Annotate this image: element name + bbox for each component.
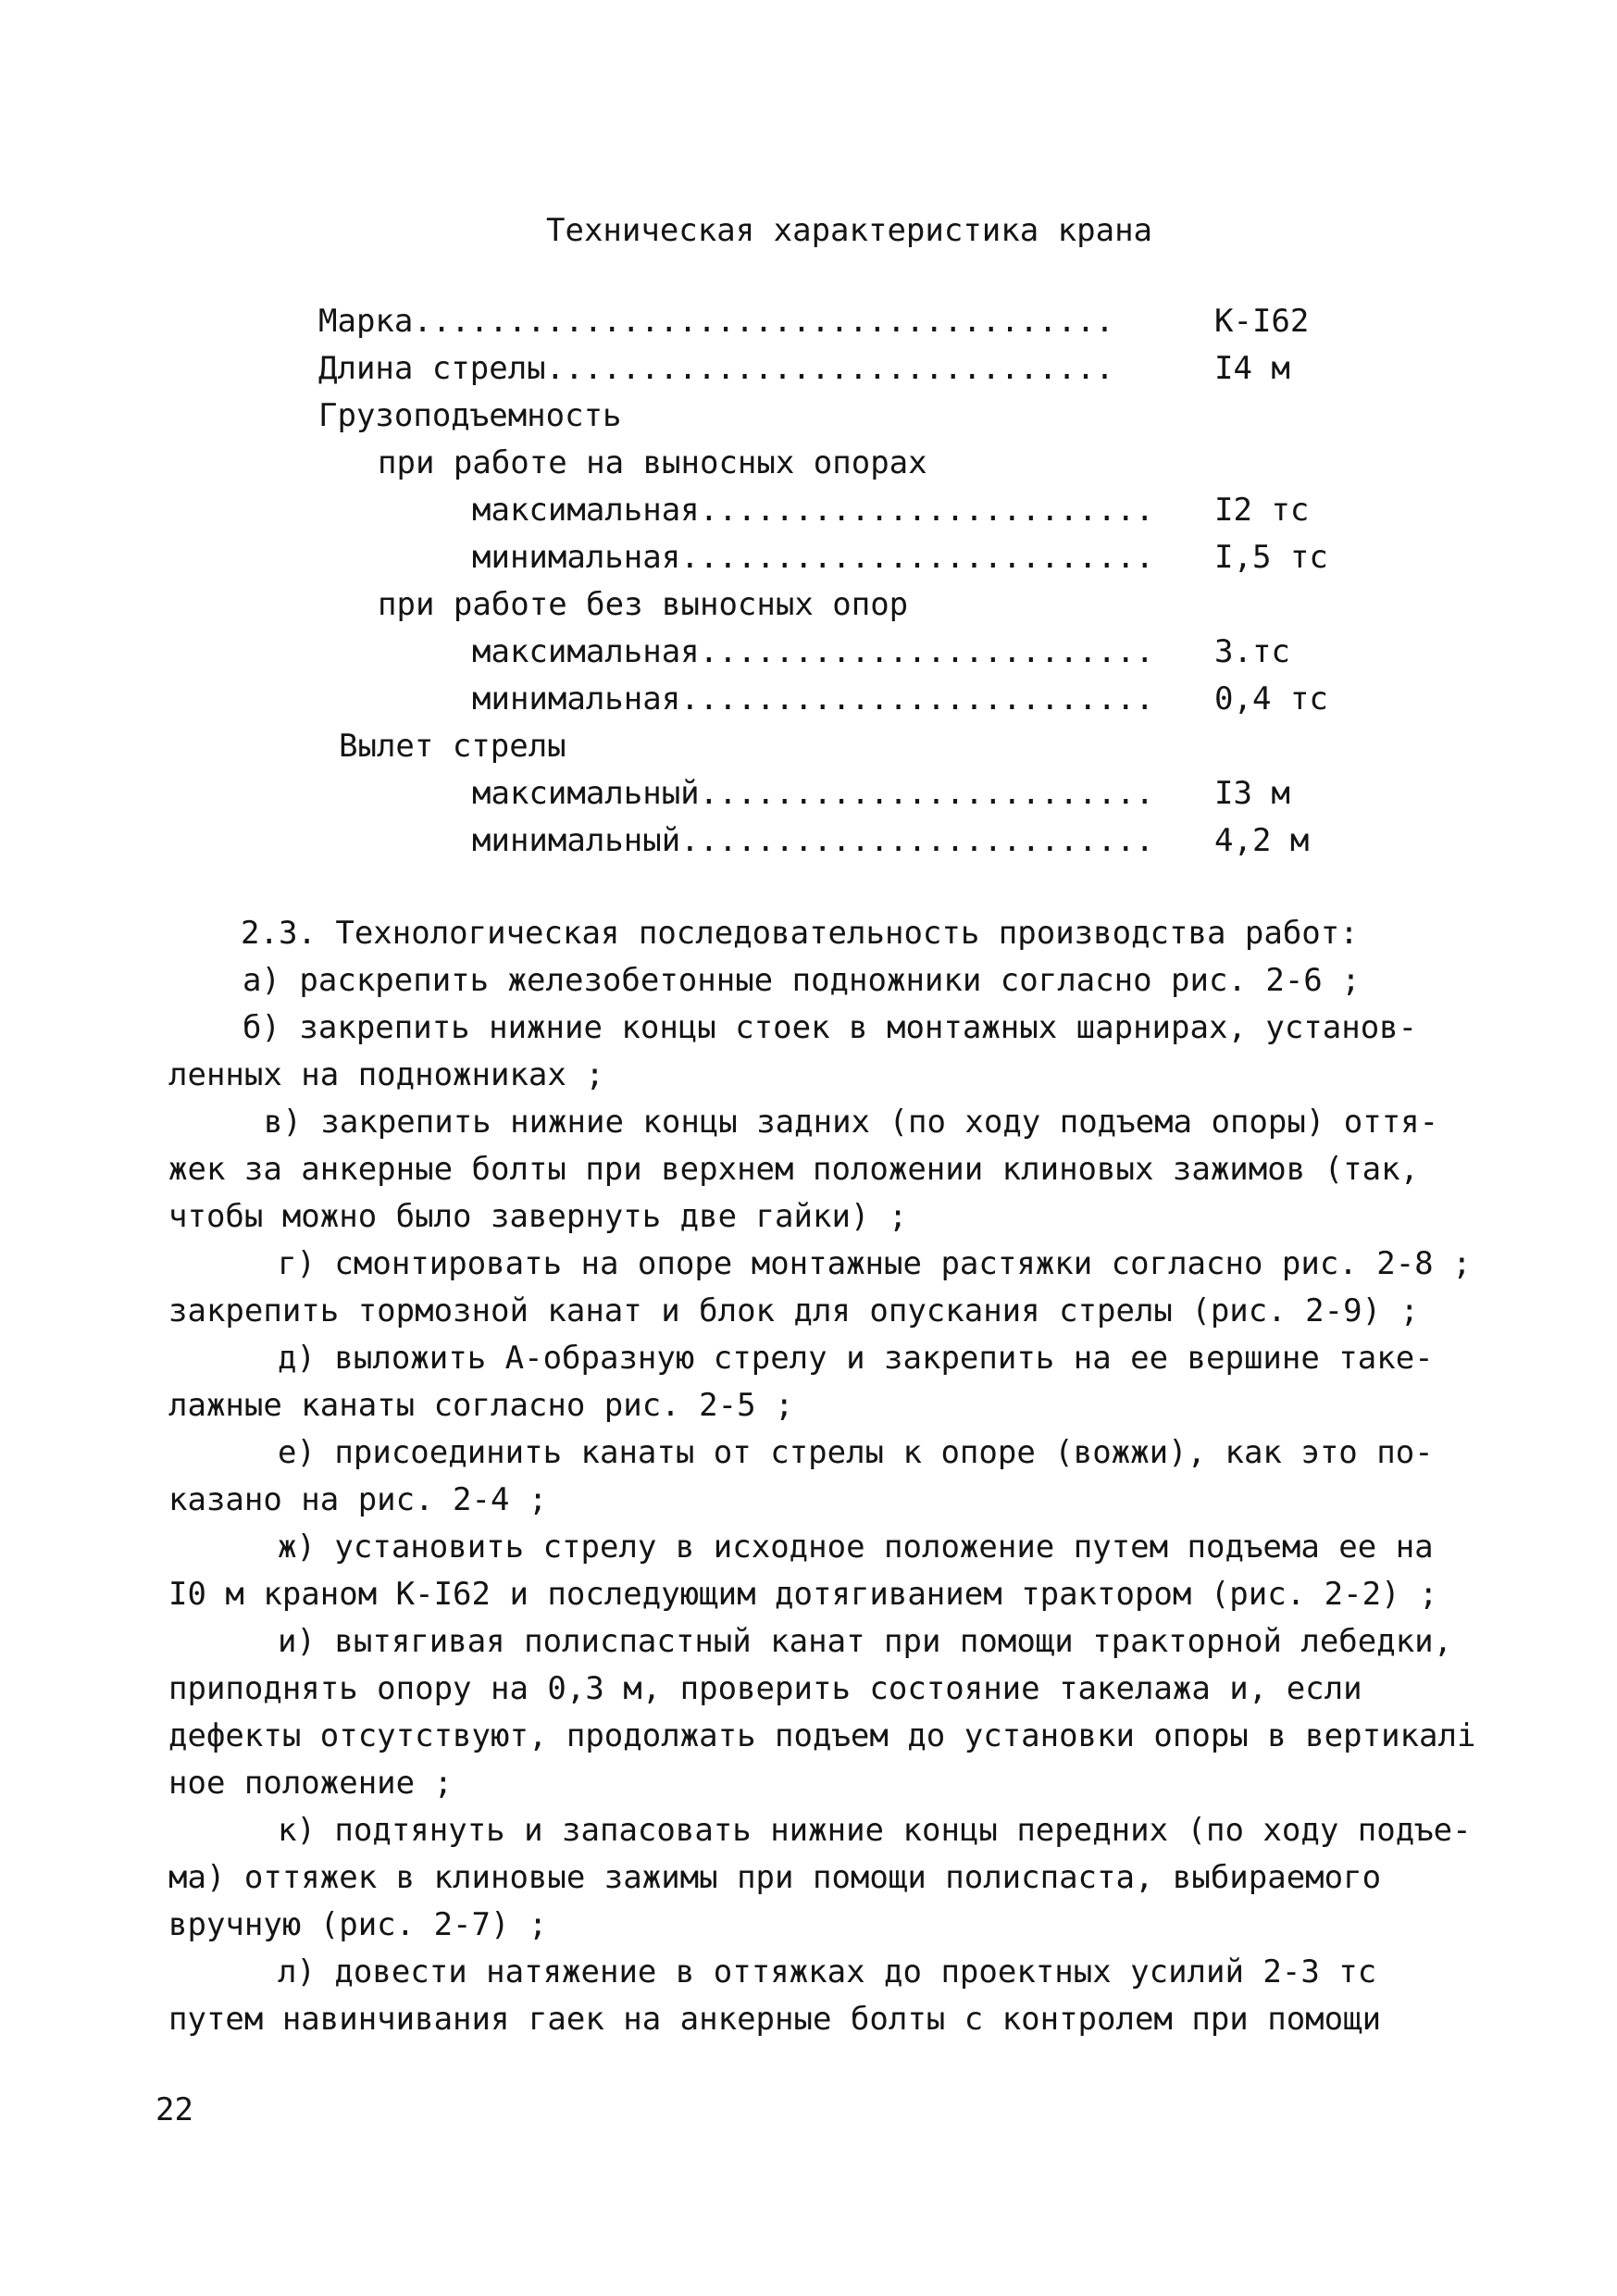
body-line: ма) оттяжек в клиновые зажимы при помощи полиспаста, выбираемого	[168, 1859, 1382, 1896]
body-line: приподнять опору на 0,3 м, проверить состояние такелажа и, если	[168, 1670, 1362, 1707]
spec-label-without-outriggers: при работе без выносных опор	[378, 586, 909, 623]
spec-label-min-reach: минимальный.........................	[472, 822, 1154, 859]
body-line: е) присоединить канаты от стрелы к опоре (вожжи), как это по-	[278, 1434, 1434, 1471]
spec-label-capacity: Грузоподъемность	[318, 397, 622, 434]
body-line: а) раскрепить железобетонные подножники согласно рис. 2-6 ;	[243, 962, 1361, 999]
body-line: казано на рис. 2-4 ;	[168, 1481, 548, 1518]
section-heading: 2.3. Технологическая последовательность производства работ:	[241, 915, 1359, 952]
spec-value-boom-length: I4 м	[1214, 350, 1290, 387]
body-line: л) довести натяжение в оттяжках до проектных усилий 2-3 тс	[278, 1953, 1377, 1990]
body-line: ное положение ;	[168, 1765, 454, 1802]
spec-label-min-without: минимальная.........................	[472, 680, 1154, 718]
body-line: и) вытягивая полиспастный канат при помощи тракторной лебедки,	[278, 1623, 1453, 1660]
spec-value-brand: К-I62	[1214, 303, 1310, 340]
body-line: вручную (рис. 2-7) ;	[168, 1906, 548, 1943]
body-line: путем навинчивания гаек на анкерные болты с контролем при помощи	[168, 2001, 1382, 2038]
body-line: закрепить тормозной канат и блок для опускания стрелы (рис. 2-9) ;	[168, 1292, 1420, 1329]
page-title: Техническая характеристика крана	[546, 212, 1153, 249]
body-line: жек за анкерные болты при верхнем положении клиновых зажимов (так,	[168, 1151, 1420, 1188]
page-number: 22	[155, 2091, 193, 2128]
body-line: в) закрепить нижние концы задних (по ходу подъема опоры) оття-	[264, 1104, 1439, 1141]
body-line: ж) установить стрелу в исходное положение путем подъема ее на	[278, 1529, 1434, 1566]
spec-value-max-reach: I3 м	[1214, 775, 1290, 812]
spec-value-max-with: I2 тс	[1214, 492, 1310, 529]
body-line: чтобы можно было завернуть две гайки) ;	[168, 1198, 908, 1235]
spec-label-reach: Вылет стрелы	[339, 728, 566, 765]
body-line: д) выложить А-образную стрелу и закрепить на ее вершине таке-	[278, 1340, 1434, 1377]
spec-label-brand: Марка.....................................	[318, 303, 1114, 340]
body-line: ленных на подножниках ;	[168, 1056, 604, 1093]
spec-label-boom-length: Длина стрелы..............................	[318, 350, 1114, 387]
spec-value-min-reach: 4,2 м	[1214, 822, 1310, 859]
body-line: б) закрепить нижние концы стоек в монтажных шарнирах, установ-	[243, 1009, 1418, 1046]
body-line: дефекты отсутствуют, продолжать подъем до установки опоры в вертикалі	[168, 1717, 1476, 1754]
spec-value-max-without: 3.тс	[1214, 633, 1290, 670]
spec-label-max-reach: максимальный........................	[472, 775, 1154, 812]
body-line: лажные канаты согласно рис. 2-5 ;	[168, 1387, 794, 1424]
spec-value-min-without: 0,4 тс	[1214, 680, 1328, 718]
spec-label-with-outriggers: при работе на выносных опорах	[378, 444, 927, 481]
spec-label-min-with: минимальная.........................	[472, 539, 1154, 576]
spec-label-max-without: максимальная........................	[472, 633, 1154, 670]
body-line: к) подтянуть и запасовать нижние концы передних (по ходу подъе-	[278, 1812, 1472, 1849]
body-line: г) смонтировать на опоре монтажные растяжки согласно рис. 2-8 ;	[278, 1245, 1472, 1282]
body-line: I0 м краном К-I62 и последующим дотягиванием трактором (рис. 2-2) ;	[168, 1576, 1438, 1613]
spec-label-max-with: максимальная........................	[472, 492, 1154, 529]
spec-value-min-with: I,5 тс	[1214, 539, 1328, 576]
